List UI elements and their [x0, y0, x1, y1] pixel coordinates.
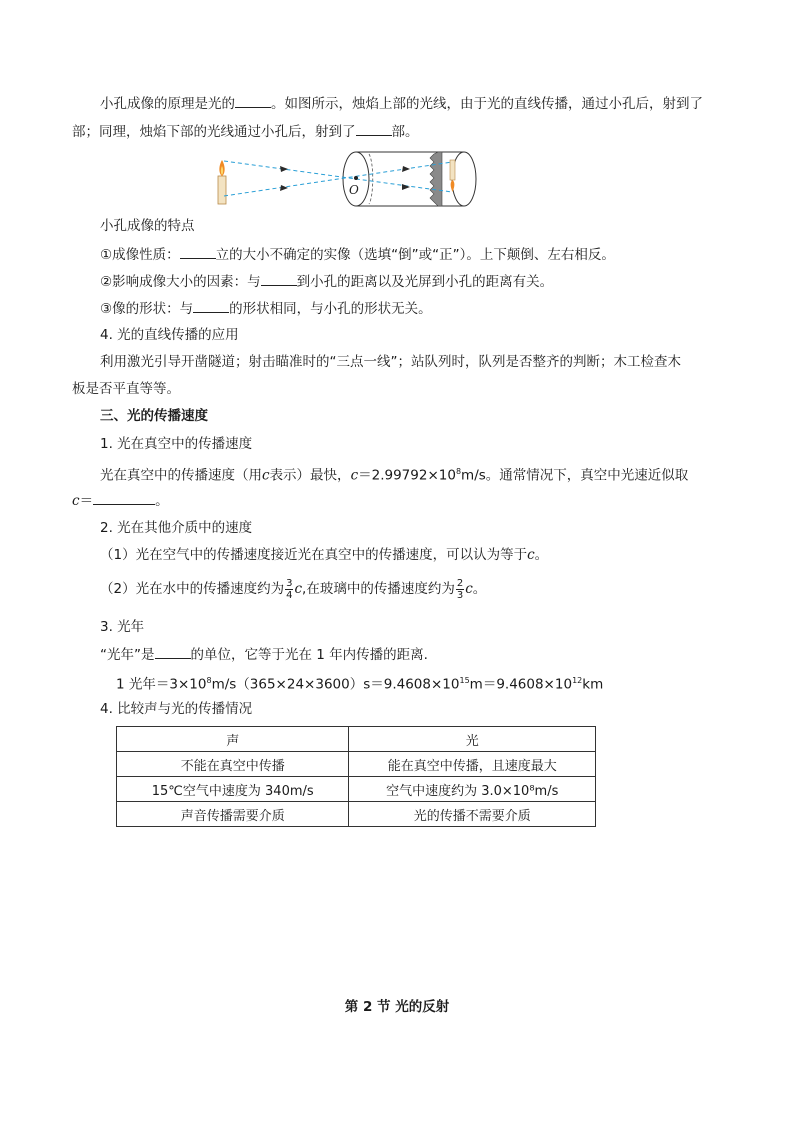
table-cell: 声音传播需要介质: [117, 802, 349, 827]
answer-blank[interactable]: [235, 93, 271, 108]
table-header-cell: 光: [349, 727, 596, 752]
answer-blank[interactable]: [193, 298, 229, 313]
feature-3: ③像的形状：与 的形状相同，与小孔的形状无关。: [100, 298, 432, 319]
table-header-cell: 声: [117, 727, 349, 752]
answer-blank[interactable]: [180, 244, 216, 259]
answer-blank[interactable]: [356, 121, 392, 136]
next-section-title: 第 2 节 光的反射: [344, 999, 450, 1015]
fraction-two-thirds: $\frac{2}{3}$: [456, 577, 464, 601]
comparison-table: [116, 726, 596, 827]
pinhole-label: O: [349, 183, 359, 197]
speed-heading-4: 4. 比较声与光的传播情况: [100, 701, 253, 717]
section-title-speed: 三、光的传播速度: [100, 408, 208, 424]
pinhole-paragraph-line2: 部；同理，烛焰下部的光线通过小孔后，射到了 部。: [72, 121, 419, 142]
features-title: 小孔成像的特点: [100, 218, 195, 234]
light-year-line-1: “光年”是 的单位，它等于光在 1 年内传播的距离.: [100, 644, 428, 665]
speed-heading-3: 3. 光年: [100, 619, 145, 635]
table-cell: 空气中速度约为 3.0×10⁸m/s: [349, 777, 596, 802]
feature-2: ②影响成像大小的因素：与 到小孔的距离以及光屏到小孔的距离有关。: [100, 271, 553, 292]
speed-heading-1: 1. 光在真空中的传播速度: [100, 436, 253, 452]
table-row: [117, 802, 596, 827]
pinhole-paragraph-line1: 小孔成像的原理是光的 。如图所示，烛焰上部的光线，由于光的直线传播，通过小孔后，射到了: [100, 93, 703, 114]
medium-1: （1）光在空气中的传播速度接近光在真空中的传播速度，可以认为等于c。: [100, 547, 549, 563]
feature-1: ①成像性质： 立的大小不确定的实像（选填“倒”或“正”）。上下颠倒、左右相反。: [100, 244, 615, 265]
applications-heading: 4. 光的直线传播的应用: [100, 327, 239, 343]
table-cell: 15℃空气中速度为 340m/s: [117, 777, 349, 802]
pinhole-camera-diagram: [210, 150, 480, 212]
medium-2: （2）光在水中的传播速度约为 $\frac{3}{4}$ c,在玻璃中的传播速度约为 $\frac{2}{3}$ c。: [100, 577, 487, 601]
speed-heading-2: 2. 光在其他介质中的速度: [100, 520, 253, 536]
answer-blank[interactable]: [93, 490, 155, 505]
table-cell: 光的传播不需要介质: [349, 802, 596, 827]
table-cell: 能在真空中传播，且速度最大: [349, 752, 596, 777]
applications-text-1: 利用激光引导开凿隧道；射击瞄准时的“三点一线”；站队列时，队列是否整齐的判断；木工检查木: [100, 354, 681, 370]
fraction-three-quarters: $\frac{3}{4}$: [286, 577, 293, 601]
speed-paragraph-2: c＝ 。: [72, 490, 169, 511]
applications-text-2: 板是否平直等等。: [72, 381, 180, 397]
table-row: [117, 777, 596, 802]
answer-blank[interactable]: [261, 271, 297, 286]
light-year-line-2: 1 光年$=3\times 10^8m/s(365\times 24\times 3600)s=9.4608\times 10^{15}m=9.4608\times 10^{12}km$: [116, 676, 604, 693]
table-cell: 不能在真空中传播: [117, 752, 349, 777]
table-header-row: [117, 727, 596, 752]
light-rays: [224, 161, 452, 196]
table-row: [117, 752, 596, 777]
camera-cylinder: [343, 152, 476, 206]
candle-icon: [218, 160, 226, 204]
answer-blank[interactable]: [155, 644, 191, 659]
speed-paragraph-1: 光在真空中的传播速度（用c表示）最快，$c=2.99792\times 10^8m/s$。通常情况下，真空中光速近似取: [100, 467, 689, 484]
pinhole-point: [354, 176, 358, 180]
